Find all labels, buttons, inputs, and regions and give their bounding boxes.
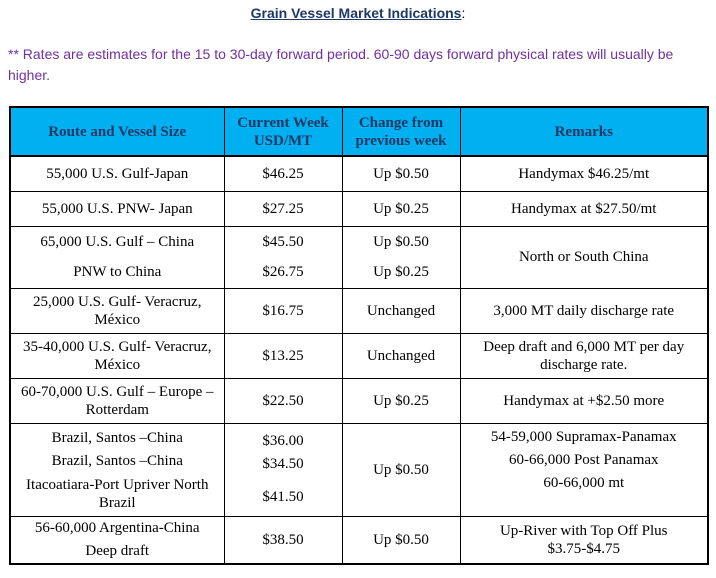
remarks-cell: Handymax at +$2.50 more: [460, 378, 708, 423]
table-row: [10, 378, 708, 423]
price-cell: $27.25: [224, 191, 342, 226]
page-heading: [0, 5, 716, 21]
price-cell: $38.50: [224, 516, 342, 564]
change-cell: Up $0.50: [342, 423, 460, 516]
route-cell: 55,000 U.S. Gulf-Japan: [10, 156, 224, 191]
route-cell: [10, 423, 224, 516]
remarks-cell: 3,000 MT daily discharge rate: [460, 288, 708, 333]
change-cell: Up $0.25: [342, 257, 460, 288]
header-remarks: Remarks: [460, 107, 708, 156]
remarks-line: 60-66,000 Post Panamax: [508, 451, 659, 468]
route-line: 56-60,000 Argentina-China: [34, 519, 200, 536]
table-row: [10, 191, 708, 226]
route-cell: 55,000 U.S. PNW- Japan: [10, 191, 224, 226]
route-line: Brazil, Santos –China: [51, 453, 183, 469]
route-line: Brazil, Santos –China: [51, 430, 183, 446]
change-cell: Up $0.50: [342, 226, 460, 257]
table-header-row: [10, 107, 708, 156]
change-cell: Unchanged: [342, 288, 460, 333]
remarks-line: 54-59,000 Supramax-Panamax: [490, 428, 677, 445]
price-cell: $16.75: [224, 288, 342, 333]
route-cell: 65,000 U.S. Gulf – China: [10, 226, 224, 257]
header-current-week: Current Week USD/MT: [224, 107, 342, 156]
price-cell: $13.25: [224, 333, 342, 378]
change-cell: Up $0.50: [342, 156, 460, 191]
route-cell: 60-70,000 U.S. Gulf – Europe – Rotterdam: [10, 378, 224, 423]
price-cell: $46.25: [224, 156, 342, 191]
header-route: Route and Vessel Size: [10, 107, 224, 156]
table-row: [10, 333, 708, 378]
change-cell: Unchanged: [342, 333, 460, 378]
route-cell: 25,000 U.S. Gulf- Veracruz, México: [10, 288, 224, 333]
change-cell: Up $0.25: [342, 191, 460, 226]
route-cell: 35-40,000 U.S. Gulf- Veracruz, México: [10, 333, 224, 378]
remarks-cell: Handymax at $27.50/mt: [460, 191, 708, 226]
price-line: $36.00: [262, 433, 304, 449]
heading-colon: :: [461, 5, 466, 21]
price-cell: [224, 423, 342, 516]
table-row: [10, 288, 708, 333]
remarks-cell: Deep draft and 6,000 MT per day discharge rate.: [460, 333, 708, 378]
remarks-cell: North or South China: [460, 226, 708, 288]
price-cell: $26.75: [224, 257, 342, 288]
price-line: $34.50: [262, 456, 304, 472]
table-row: [10, 423, 708, 516]
route-cell: PNW to China: [10, 257, 224, 288]
change-cell: Up $0.50: [342, 516, 460, 564]
remarks-cell: Up-River with Top Off Plus $3.75-$4.75: [460, 516, 708, 564]
remarks-cell: [460, 423, 708, 516]
route-cell: [10, 516, 224, 564]
remarks-line: 60-66,000 mt: [543, 474, 625, 491]
table-row: [10, 226, 708, 257]
table-row: [10, 156, 708, 191]
remarks-cell: Handymax $46.25/mt: [460, 156, 708, 191]
change-cell: Up $0.25: [342, 378, 460, 423]
vessel-rates-table: [9, 106, 709, 565]
route-line: Itacoatiara-Port Upriver North Brazil: [26, 477, 209, 511]
price-cell: $22.50: [224, 378, 342, 423]
heading-title: Grain Vessel Market Indications: [250, 5, 462, 21]
header-change: Change from previous week: [342, 107, 460, 156]
price-line: $41.50: [262, 489, 304, 505]
table-row: [10, 516, 708, 564]
price-cell: $45.50: [224, 226, 342, 257]
route-line: Deep draft: [85, 542, 150, 559]
rates-note: ** Rates are estimates for the 15 to 30-day forward period. 60-90 days forward physical rates will usually be higher.: [8, 46, 674, 83]
